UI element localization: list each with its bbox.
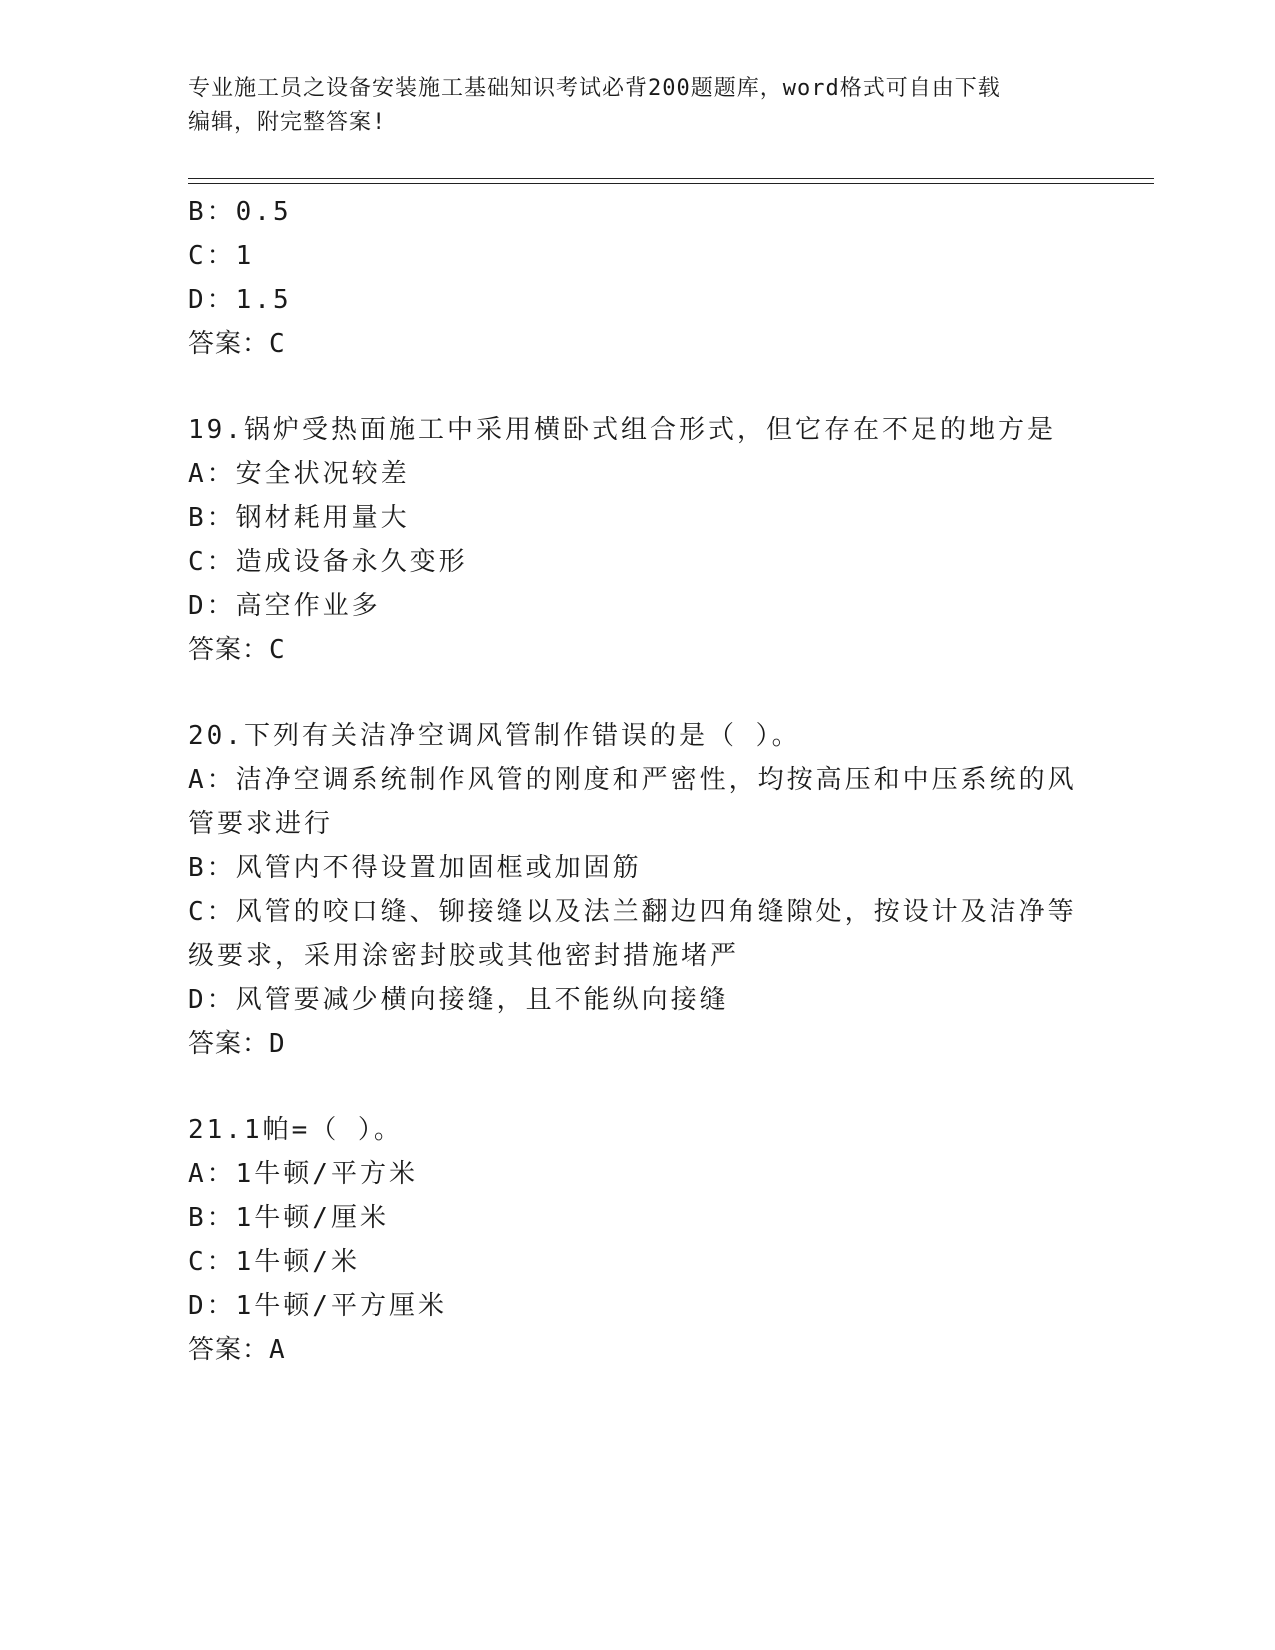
answer-line: 答案：D: [188, 1029, 286, 1059]
option-d: D：1牛顿/平方厘米: [188, 1291, 447, 1321]
option-c: C：1牛顿/米: [188, 1247, 360, 1277]
option-a: A：1牛顿/平方米: [188, 1159, 418, 1189]
option-c-continued: 级要求，采用涂密封胶或其他密封措施堵严: [188, 941, 740, 971]
option-a: A：洁净空调系统制作风管的刚度和严密性，均按高压和中压系统的风: [188, 765, 1077, 795]
option-d: D：1.5: [188, 285, 292, 315]
question-stem: 19.锅炉受热面施工中采用横卧式组合形式，但它存在不足的地方是: [188, 415, 1056, 445]
option-a-continued: 管要求进行: [188, 809, 334, 839]
header-rule-top: [188, 178, 1154, 179]
header-line-1: 专业施工员之设备安装施工基础知识考试必背200题题库，word格式可自由下载: [188, 76, 1001, 101]
option-b: B：1牛顿/厘米: [188, 1203, 389, 1233]
answer-line: 答案：C: [188, 635, 286, 665]
option-d: D：风管要减少横向接缝，且不能纵向接缝: [188, 985, 729, 1015]
option-c: C：风管的咬口缝、铆接缝以及法兰翻边四角缝隙处，按设计及洁净等: [188, 897, 1077, 927]
answer-line: 答案：C: [188, 329, 286, 359]
option-c: C：1: [188, 241, 255, 271]
header-line-2: 编辑，附完整答案!: [188, 110, 387, 135]
question-stem: 20.下列有关洁净空调风管制作错误的是（ ）。: [188, 721, 801, 751]
answer-line: 答案：A: [188, 1335, 286, 1365]
option-b: B：钢材耗用量大: [188, 503, 410, 533]
option-d: D：高空作业多: [188, 591, 381, 621]
header-rule-bottom: [188, 183, 1154, 184]
option-a: A：安全状况较差: [188, 459, 410, 489]
option-b: B：0.5: [188, 197, 292, 227]
question-stem: 21.1帕=（ ）。: [188, 1115, 403, 1145]
option-b: B：风管内不得设置加固框或加固筋: [188, 853, 642, 883]
option-c: C：造成设备永久变形: [188, 547, 468, 577]
document-header: [188, 72, 1068, 140]
